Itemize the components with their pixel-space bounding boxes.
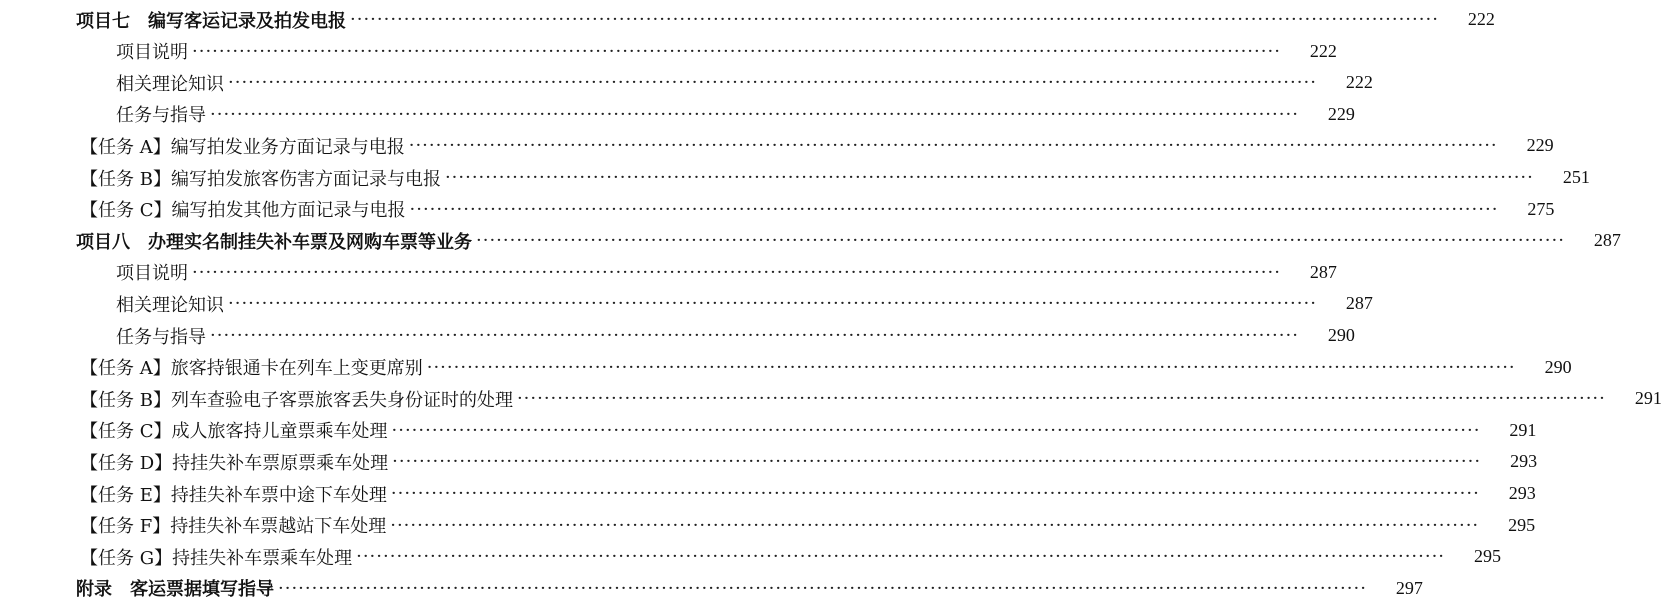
toc-page-number: 222 xyxy=(1309,40,1337,61)
toc-page-number: 297 xyxy=(1395,577,1423,598)
toc-leader-dots xyxy=(517,388,1606,409)
toc-page-number: 291 xyxy=(1634,388,1662,409)
toc-leader-dots xyxy=(210,104,1299,125)
toc-page-number: 293 xyxy=(1510,451,1538,472)
toc-entry-title: 旅客持银通卡在列车上变更席别 xyxy=(170,358,423,380)
toc-entry-title: 项目说明 xyxy=(116,42,188,64)
toc-task-tag: 【任务 A】 xyxy=(80,136,171,158)
toc-leader-dots xyxy=(356,546,1445,567)
toc-entry xyxy=(0,383,1662,414)
toc-page-number: 222 xyxy=(1467,9,1495,29)
toc-task-tag: 【任务 C】 xyxy=(80,200,172,222)
toc-leader-dots xyxy=(390,515,1479,536)
toc-entry-title: 持挂失补车票乘车处理 xyxy=(172,547,353,569)
toc-entry xyxy=(0,352,1572,383)
toc-entry-title: 编写拍发其他方面记录与电报 xyxy=(171,200,406,222)
toc-entry xyxy=(0,510,1536,541)
toc-entry-title: 任务与指导 xyxy=(116,105,206,127)
toc-page-number: 229 xyxy=(1526,135,1554,156)
toc-entry-title: 编写拍发业务方面记录与电报 xyxy=(170,136,405,158)
toc-leader-dots xyxy=(409,135,1498,156)
toc-entry-title: 任务与指导 xyxy=(116,326,206,348)
toc-leader-dots xyxy=(278,578,1367,599)
toc-entry xyxy=(0,99,1355,130)
toc-entry-title: 相关理论知识 xyxy=(116,73,224,95)
toc-page-number: 287 xyxy=(1309,261,1337,282)
toc-page-number: 291 xyxy=(1509,419,1537,440)
toc-leader-dots xyxy=(228,72,1317,93)
toc-task-tag: 【任务 C】 xyxy=(80,421,172,443)
toc-page-number: 222 xyxy=(1345,72,1373,93)
toc-entry-title: 项目说明 xyxy=(116,263,188,285)
toc-leader-dots xyxy=(391,483,1480,504)
toc-page-number: 251 xyxy=(1562,167,1590,187)
toc-entry-title: 列车查验电子客票旅客丢失身份证时的处理 xyxy=(170,389,513,411)
toc-entry-title: 持挂失补车票原票乘车处理 xyxy=(172,452,389,474)
toc-leader-dots xyxy=(392,420,1481,441)
toc-entry xyxy=(0,541,1502,572)
toc-page-number: 290 xyxy=(1327,325,1355,345)
toc-entry-title: 附录 客运票据填写指导 xyxy=(76,579,274,601)
toc-leader-dots xyxy=(228,293,1317,314)
toc-task-tag: 【任务 E】 xyxy=(80,484,171,506)
toc-page-number: 293 xyxy=(1508,483,1536,503)
toc-leader-dots xyxy=(476,230,1565,251)
toc-entry xyxy=(0,478,1536,509)
toc-leader-dots xyxy=(350,9,1439,30)
toc-leader-dots xyxy=(392,451,1481,472)
toc-page-number: 295 xyxy=(1508,514,1536,535)
toc-entry xyxy=(0,573,1423,604)
toc-page-number: 287 xyxy=(1593,230,1621,251)
toc-entry xyxy=(0,320,1355,351)
toc-leader-dots xyxy=(210,325,1299,346)
toc-entry-title: 项目八 办理实名制挂失补车票及网购车票等业务 xyxy=(76,231,472,253)
toc-page-number: 295 xyxy=(1474,546,1502,567)
toc-entry xyxy=(0,162,1590,193)
toc-entry xyxy=(0,36,1337,67)
toc-entry-title: 相关理论知识 xyxy=(116,294,224,316)
toc-leader-dots xyxy=(445,167,1534,188)
toc-page-number: 275 xyxy=(1527,198,1555,219)
toc-entry xyxy=(0,194,1555,225)
toc-leader-dots xyxy=(192,41,1281,62)
toc-entry xyxy=(0,446,1538,477)
toc-entry xyxy=(0,415,1537,446)
toc-entry xyxy=(0,225,1621,256)
toc-leader-dots xyxy=(427,357,1516,378)
toc-page-number: 229 xyxy=(1327,103,1355,124)
toc-entry-title: 持挂失补车票越站下车处理 xyxy=(170,516,387,538)
toc-entry xyxy=(0,4,1495,35)
toc-entry xyxy=(0,288,1373,319)
toc-entry-title: 成人旅客持儿童票乘车处理 xyxy=(171,421,388,443)
toc-task-tag: 【任务 F】 xyxy=(80,516,171,538)
toc-task-tag: 【任务 G】 xyxy=(80,547,173,569)
toc-entry xyxy=(0,67,1373,98)
toc-page-number: 287 xyxy=(1345,293,1373,314)
toc-leader-dots xyxy=(410,199,1499,220)
toc-task-tag: 【任务 B】 xyxy=(80,168,171,190)
toc-entry xyxy=(0,130,1554,161)
toc-entry-title: 持挂失补车票中途下车处理 xyxy=(170,484,387,506)
toc-task-tag: 【任务 D】 xyxy=(80,452,173,474)
toc-entry xyxy=(0,257,1337,288)
toc-page-number: 290 xyxy=(1544,356,1572,377)
toc-task-tag: 【任务 A】 xyxy=(80,358,171,380)
toc-entry-title: 编写拍发旅客伤害方面记录与电报 xyxy=(170,168,441,190)
toc-leader-dots xyxy=(192,262,1281,283)
toc-entry-title: 项目七 编写客运记录及拍发电报 xyxy=(76,10,346,32)
toc-task-tag: 【任务 B】 xyxy=(80,389,171,411)
